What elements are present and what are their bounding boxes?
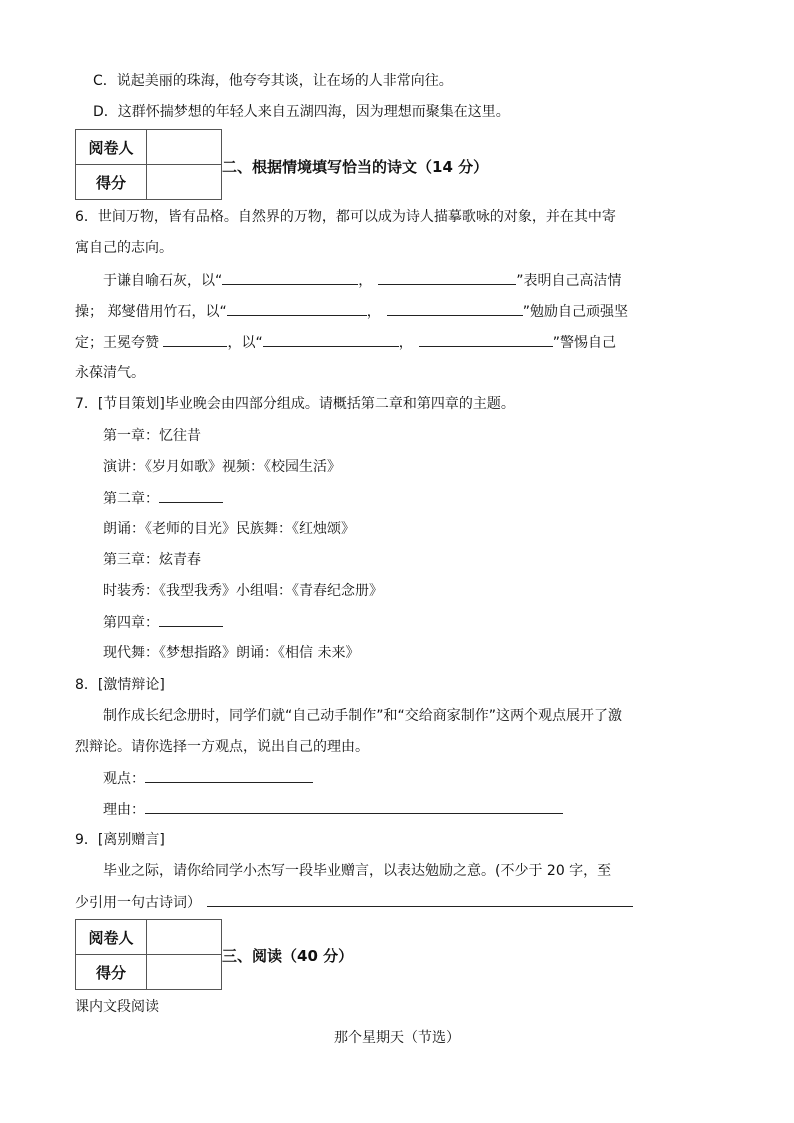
q6-blank-6[interactable]	[263, 332, 399, 347]
q6-l2-text-a: 操； 郑燮借用竹石，以“	[75, 304, 227, 320]
q6-l3-text-c: ，	[398, 335, 413, 351]
score-box-section-3	[75, 919, 222, 990]
q6-blank-1[interactable]	[222, 270, 358, 285]
q9-answer-blank[interactable]	[207, 892, 633, 907]
q6-blank-4[interactable]	[387, 301, 523, 316]
q7-chapter-1: 第一章：忆往昔	[103, 428, 201, 444]
q6-blank-5[interactable]	[163, 332, 227, 347]
reading-title: 那个星期天（节选）	[334, 1030, 460, 1046]
q6-l2-text-c: ”勉励自己顽强坚	[522, 304, 628, 320]
score-cell[interactable]	[147, 165, 222, 200]
q8-reason	[103, 799, 563, 820]
q7-chapter-2	[103, 488, 223, 509]
q8-stem: 8．[激情辩论]	[75, 677, 165, 693]
q8-viewpoint-label: 观点：	[103, 771, 145, 787]
q7-chapter-4-label: 第四章：	[103, 615, 159, 631]
q7-stem: 7．[节目策划]毕业晚会由四部分组成。请概括第二章和第四章的主题。	[75, 396, 515, 412]
q7-chapter-2-label: 第二章：	[103, 491, 159, 507]
q8-viewpoint	[103, 768, 313, 789]
q9-body-2	[75, 892, 633, 913]
q9-body-2-text: 少引用一句古诗词）	[75, 895, 201, 911]
reading-intro: 课内文段阅读	[75, 999, 159, 1015]
q6-blank-7[interactable]	[419, 332, 553, 347]
q7-chapter-3: 第三章：炫青春	[103, 552, 201, 568]
q9-body-1: 毕业之际，请你给同学小杰写一段毕业赠言，以表达勉励之意。(不少于 20 字，至	[103, 863, 612, 879]
q7-chapter-4	[103, 612, 223, 633]
q6-l3-text-a: 定；王冕夸赞	[75, 335, 164, 351]
score-label: 得分	[76, 165, 147, 200]
q6-l2-text-b: ，	[366, 304, 381, 320]
q6-line-4: 永葆清气。	[75, 365, 145, 381]
option-d: D．这群怀揣梦想的年轻人来自五湖四海，因为理想而聚集在这里。	[93, 104, 510, 120]
q6-l3-text-d: ”警惕自己	[552, 335, 616, 351]
q6-blank-3[interactable]	[227, 301, 367, 316]
q8-reason-label: 理由：	[103, 802, 145, 818]
section-2-title: 二、根据情境填写恰当的诗文（14 分）	[222, 158, 489, 176]
section-3-title: 三、阅读（40 分）	[222, 947, 354, 965]
q6-l1-text-b: ，	[358, 273, 373, 289]
score-cell[interactable]	[147, 955, 222, 990]
q8-viewpoint-blank[interactable]	[145, 768, 313, 783]
q6-stem-2: 寓自己的志向。	[75, 240, 173, 256]
score-box-section-2	[75, 129, 222, 200]
reviewer-cell[interactable]	[147, 130, 222, 165]
q8-body-2: 烈辩论。请你选择一方观点，说出自己的理由。	[75, 739, 369, 755]
q6-l1-text-c: ”表明自己高洁情	[516, 273, 622, 289]
score-label: 得分	[76, 955, 147, 990]
q7-chapter-4-items: 现代舞：《梦想指路》朗诵：《相信 未来》	[103, 645, 360, 661]
q6-stem-1: 6．世间万物，皆有品格。自然界的万物，都可以成为诗人描摹歌咏的对象，并在其中寄	[75, 209, 616, 225]
q6-l3-text-b: ，以“	[227, 335, 263, 351]
q6-line-3	[75, 332, 616, 353]
q8-body-1: 制作成长纪念册时，同学们就“自己动手制作”和“交给商家制作”这两个观点展开了激	[103, 708, 623, 724]
q7-chapter-2-blank[interactable]	[159, 488, 223, 503]
q9-stem: 9．[离别赠言]	[75, 832, 165, 848]
q6-line-1	[103, 270, 622, 291]
q6-line-2	[75, 301, 628, 322]
reviewer-cell[interactable]	[147, 920, 222, 955]
q7-chapter-3-items: 时装秀：《我型我秀》小组唱：《青春纪念册》	[103, 583, 383, 599]
q7-chapter-1-items: 演讲：《岁月如歌》视频：《校园生活》	[103, 459, 341, 475]
q7-chapter-4-blank[interactable]	[159, 612, 223, 627]
q8-reason-blank[interactable]	[145, 799, 563, 814]
option-c: C．说起美丽的珠海，他夸夸其谈，让在场的人非常向往。	[93, 73, 453, 89]
reviewer-label: 阅卷人	[76, 920, 147, 955]
q6-l1-text-a: 于谦自喻石灰，以“	[103, 273, 223, 289]
q7-chapter-2-items: 朗诵：《老师的目光》民族舞：《红烛颂》	[103, 521, 355, 537]
q6-blank-2[interactable]	[378, 270, 516, 285]
reviewer-label: 阅卷人	[76, 130, 147, 165]
